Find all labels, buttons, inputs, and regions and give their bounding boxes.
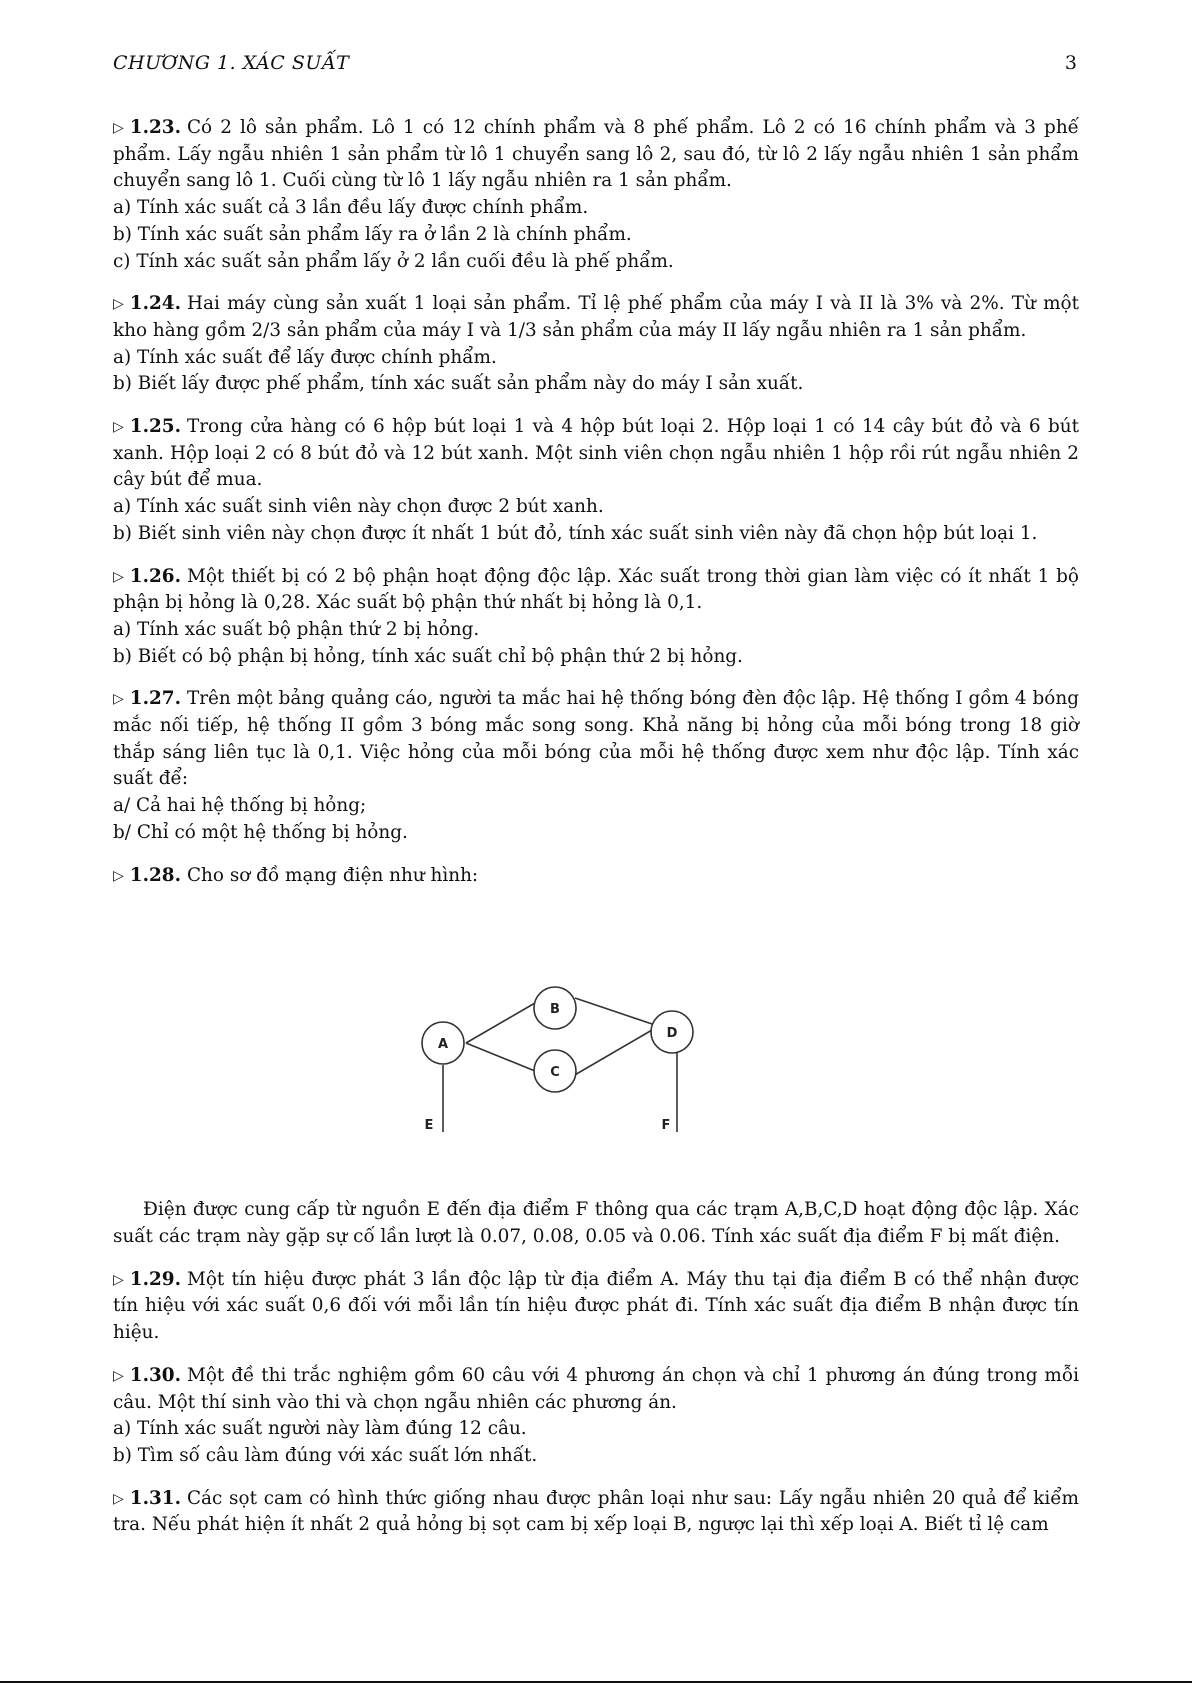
problem-number: 1.23. <box>129 117 181 138</box>
problem-number: 1.31. <box>129 1487 181 1509</box>
problem-part: a) Tính xác suất người này làm đúng 12 câu. <box>113 1418 527 1440</box>
triangle-marker-icon: ▷ <box>113 1490 124 1507</box>
triangle-marker-icon: ▷ <box>113 296 124 313</box>
page-number: 3 <box>1064 52 1077 74</box>
page-header <box>113 52 1077 82</box>
triangle-marker-icon: ▷ <box>113 1271 124 1288</box>
problem-text: Có 2 lô sản phẩm. Lô 1 có 12 chính phẩm và 8 phế phẩm. Lô 2 có 16 chính phẩm và 3 phế phẩm. Lấy ngẫu nhiên 1 sản phẩm từ lô 1 chuyển sang lô 2, sau đó, từ lô 2 lấy ngẫu nhiên 1 sản phẩm chuyển sang lô 1. Cuối cùng từ lô 1 lấy ngẫu nhiên ra 1 sản phẩm. <box>113 117 1079 192</box>
problem-1-27 <box>113 686 1079 846</box>
problem-1-25 <box>113 414 1079 548</box>
problem-1-31 <box>113 1486 1079 1539</box>
problem-part: b) Tính xác suất sản phẩm lấy ra ở lần 2 là chính phẩm. <box>113 223 632 245</box>
chapter-title: CHƯƠNG 1. XÁC SUẤT <box>113 52 350 74</box>
problem-text: Các sọt cam có hình thức giống nhau được phân loại như sau: Lấy ngẫu nhiên 20 quả để kiểm tra. Nếu phát hiện ít nhất 2 quả hỏng bị sọt cam bị xếp loại B, ngược lại thì xếp loại A. Biết tỉ lệ cam <box>113 1487 1079 1536</box>
problem-statement <box>113 115 1079 195</box>
problem-part: c) Tính xác suất sản phẩm lấy ở 2 lần cuối đều là phế phẩm. <box>113 250 674 272</box>
problem-1-30 <box>113 1363 1079 1470</box>
problem-1-26 <box>113 564 1079 671</box>
problem-number: 1.26. <box>129 565 181 587</box>
problem-1-29 <box>113 1267 1079 1347</box>
problem-number: 1.27. <box>129 688 181 710</box>
problem-1-23 <box>113 115 1079 275</box>
node-b-label: B <box>550 1002 560 1018</box>
node-f-label: F <box>661 1118 671 1134</box>
problem-part: a) Tính xác suất để lấy được chính phẩm. <box>113 346 497 368</box>
circuit-diagram-svg <box>113 889 1079 1189</box>
triangle-marker-icon: ▷ <box>113 867 124 884</box>
problem-text: Một đề thi trắc nghiệm gồm 60 câu với 4 phương án chọn và chỉ 1 phương án đúng trong mỗi câu. Một thí sinh vào thi và chọn ngẫu nhiên các phương án. <box>113 1364 1079 1413</box>
edge-a-b <box>466 1003 535 1043</box>
problem-1-28 <box>113 863 1079 1251</box>
problem-number: 1.29. <box>129 1268 181 1290</box>
problem-part: a) Tính xác suất cả 3 lần đều lấy được chính phẩm. <box>113 197 589 219</box>
triangle-marker-icon: ▷ <box>113 691 124 708</box>
node-a-label: A <box>437 1037 449 1053</box>
triangle-marker-icon: ▷ <box>113 419 124 436</box>
problem-number: 1.28. <box>129 864 181 886</box>
problem-part: b) Biết có bộ phận bị hỏng, tính xác suất chỉ bộ phận thứ 2 bị hỏng. <box>113 645 743 667</box>
problem-text: Trong cửa hàng có 6 hộp bút loại 1 và 4 hộp bút loại 2. Hộp loại 1 có 14 cây bút đỏ và 6 bút xanh. Hộp loại 2 có 8 bút đỏ và 12 bút xanh. Một sinh viên chọn ngẫu nhiên 1 hộp rồi rút ngẫu nhiên 2 cây bút để mua. <box>113 416 1079 491</box>
problem-part: b) Biết lấy được phế phẩm, tính xác suất sản phẩm này do máy I sản xuất. <box>113 373 804 395</box>
problem-part: b) Tìm số câu làm đúng với xác suất lớn nhất. <box>113 1444 538 1466</box>
problem-continuation: Điện được cung cấp từ nguồn E đến địa điểm F thông qua các trạm A,B,C,D hoạt động độc lập. Xác suất các trạm này gặp sự cố lần lượt là 0.07, 0.08, 0.05 và 0.06. Tính xác suất địa điểm F bị mất điện. <box>113 1199 1079 1247</box>
problem-statement <box>113 686 1079 793</box>
problem-statement <box>113 291 1079 344</box>
edge-b-d <box>575 998 652 1024</box>
problem-statement <box>113 1486 1079 1539</box>
problem-text: Cho sơ đồ mạng điện như hình: <box>186 864 479 886</box>
problem-statement <box>113 564 1079 617</box>
problem-number: 1.25. <box>129 416 181 438</box>
node-e-label: E <box>424 1118 434 1134</box>
problem-part: a) Tính xác suất bộ phận thứ 2 bị hỏng. <box>113 618 480 640</box>
problem-text: Một thiết bị có 2 bộ phận hoạt động độc lập. Xác suất trong thời gian làm việc có ít nhất 1 bộ phận bị hỏng là 0,28. Xác suất bộ phận thứ nhất bị hỏng là 0,1. <box>113 565 1079 614</box>
node-c-label: C <box>550 1065 560 1081</box>
problem-number: 1.24. <box>129 293 181 315</box>
node-d-label: D <box>666 1026 678 1042</box>
problem-part: a/ Cả hai hệ thống bị hỏng; <box>113 795 367 817</box>
problem-part: a) Tính xác suất sinh viên này chọn được 2 bút xanh. <box>113 496 604 518</box>
problem-1-24 <box>113 291 1079 398</box>
triangle-marker-icon: ▷ <box>113 1367 124 1384</box>
problem-statement <box>113 414 1079 494</box>
problem-text: Trên một bảng quảng cáo, người ta mắc hai hệ thống bóng đèn độc lập. Hệ thống I gồm 4 bóng mắc nối tiếp, hệ thống II gồm 3 bóng mắc song song. Khả năng bị hỏng của mỗi bóng trong 18 giờ thắp sáng liên tục là 0,1. Việc hỏng của mỗi bóng của mỗi hệ thống được xem như độc lập. Tính xác suất để: <box>113 688 1079 790</box>
problem-list <box>113 115 1079 1555</box>
problem-statement <box>113 1363 1079 1416</box>
footer-rule <box>0 1681 1192 1683</box>
circuit-diagram <box>113 889 1079 1189</box>
problem-text: Một tín hiệu được phát 3 lần độc lập từ địa điểm A. Máy thu tại địa điểm B có thể nhận được tín hiệu với xác suất 0,6 đối với mỗi lần tín hiệu được phát đi. Tính xác suất địa điểm B nhận được tín hiệu. <box>113 1268 1079 1344</box>
triangle-marker-icon: ▷ <box>113 120 124 136</box>
problem-number: 1.30. <box>129 1364 181 1386</box>
edge-c-d <box>573 1030 652 1076</box>
triangle-marker-icon: ▷ <box>113 568 124 585</box>
edge-a-c <box>466 1043 535 1071</box>
problem-text: Hai máy cùng sản xuất 1 loại sản phẩm. Tỉ lệ phế phẩm của máy I và II là 3% và 2%. Từ một kho hàng gồm 2/3 sản phẩm của máy I và 1/3 sản phẩm của máy II lấy ngẫu nhiên ra 1 sản phẩm. <box>113 293 1079 341</box>
problem-statement <box>113 863 1079 890</box>
problem-part: b) Biết sinh viên này chọn được ít nhất 1 bút đỏ, tính xác suất sinh viên này đã chọn hộp bút loại 1. <box>113 522 1038 544</box>
problem-part: b/ Chỉ có một hệ thống bị hỏng. <box>113 821 408 843</box>
problem-statement <box>113 1267 1079 1347</box>
